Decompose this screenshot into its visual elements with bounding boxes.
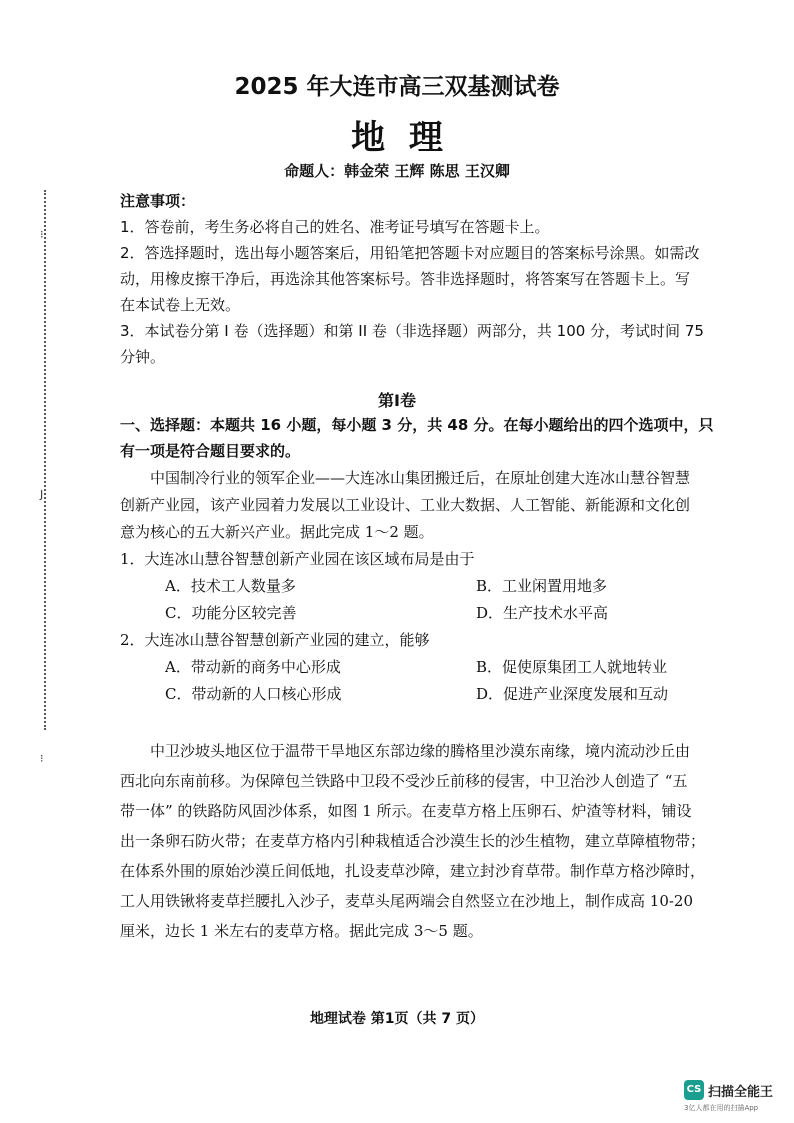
- passage-line: 带一体” 的铁路防风固沙体系，如图 1 所示。在麦草方格上压卵石、炉渣等材料，铺设: [120, 802, 692, 820]
- watermark-tagline: 3亿人都在用的扫描App: [684, 1104, 759, 1112]
- passage-line: 在体系外围的原始沙漠丘间低地，扎设麦草沙障，建立封沙育草带。制作草方格沙障时，: [120, 862, 706, 880]
- scanner-watermark: [684, 1080, 788, 1116]
- subject-title: 地 理: [351, 118, 443, 158]
- option-d[interactable]: D．生产技术水平高: [476, 604, 609, 622]
- question-stem: 2．大连冰山慧谷智慧创新产业园的建立，能够: [120, 631, 430, 649]
- option-a[interactable]: A．带动新的商务中心形成: [165, 658, 341, 676]
- passage-line: 中国制冷行业的领军企业——大连冰山集团搬迁后，在原址创建大连冰山慧谷智慧: [150, 469, 691, 487]
- page-footer: 地理试卷 第1页（共 7 页）: [309, 1011, 485, 1027]
- exam-title: 2025 年大连市高三双基测试卷: [234, 74, 560, 100]
- binding-mark: ⁝: [40, 228, 44, 241]
- section-intro: 一、选择题：本题共 16 小题，每小题 3 分，共 48 分。在每小题给出的四个选项中，只: [120, 416, 714, 434]
- option-b[interactable]: B．工业闲置用地多: [476, 577, 608, 595]
- authors: 命题人：韩金荣 王辉 陈思 王汉卿: [284, 162, 510, 180]
- camscanner-logo-icon: CS: [684, 1080, 704, 1100]
- notice-line: 分钟。: [120, 348, 166, 366]
- option-c[interactable]: C．功能分区较完善: [165, 604, 297, 622]
- option-c[interactable]: C．带动新的人口核心形成: [165, 685, 342, 703]
- binding-mark: ⁝: [40, 752, 44, 765]
- passage-line: 西北向东南前移。为保障包兰铁路中卫段不受沙丘前移的侵害，中卫治沙人创造了 “五: [120, 772, 688, 790]
- notice-line: 在本试卷上无效。: [120, 296, 241, 314]
- option-a[interactable]: A．技术工人数量多: [165, 577, 296, 595]
- notice-line: 1．答卷前，考生务必将自己的姓名、准考证号填写在答题卡上。: [120, 218, 550, 236]
- section-title: 第I卷: [378, 391, 416, 410]
- notice-line: 动，用橡皮擦干净后，再选涂其他答案标号。答非选择题时，将答案写在答题卡上。写: [120, 270, 691, 288]
- passage-line: 创新产业园，该产业园着力发展以工业设计、工业大数据、人工智能、新能源和文化创: [120, 496, 691, 514]
- option-b[interactable]: B．促使原集团工人就地转业: [476, 658, 668, 676]
- watermark-name: 扫描全能王: [708, 1085, 774, 1100]
- passage-line: 意为核心的五大新兴产业。据此完成 1～2 题。: [120, 523, 434, 541]
- option-d[interactable]: D．促进产业深度发展和互动: [476, 685, 669, 703]
- question-stem: 1．大连冰山慧谷智慧创新产业园在该区域布局是由于: [120, 550, 475, 568]
- binding-dotted-line: [44, 190, 46, 730]
- notice-heading: 注意事项：: [120, 192, 196, 210]
- notice-line: 2．答选择题时，选出每小题答案后，用铅笔把答题卡对应题目的答案标号涂黑。如需改: [120, 244, 700, 262]
- notice-line: 3．本试卷分第 I 卷（选择题）和第 II 卷（非选择题）两部分，共 100 分，考试时间 75: [120, 322, 704, 340]
- passage-line: 出一条卵石防火带；在麦草方格内引种栽植适合沙漠生长的沙生植物，建立草障植物带；: [120, 832, 706, 850]
- section-intro: 有一项是符合题目要求的。: [120, 442, 301, 460]
- binding-mark: J: [40, 488, 44, 501]
- passage-line: 厘米，边长 1 米左右的麦草方格。据此完成 3～5 题。: [120, 922, 483, 940]
- passage-line: 工人用铁锹将麦草拦腰扎入沙子，麦草头尾两端会自然竖立在沙地上，制作成高 10-20: [120, 892, 694, 910]
- passage-line: 中卫沙坡头地区位于温带干旱地区东部边缘的腾格里沙漠东南缘，境内流动沙丘由: [150, 742, 691, 760]
